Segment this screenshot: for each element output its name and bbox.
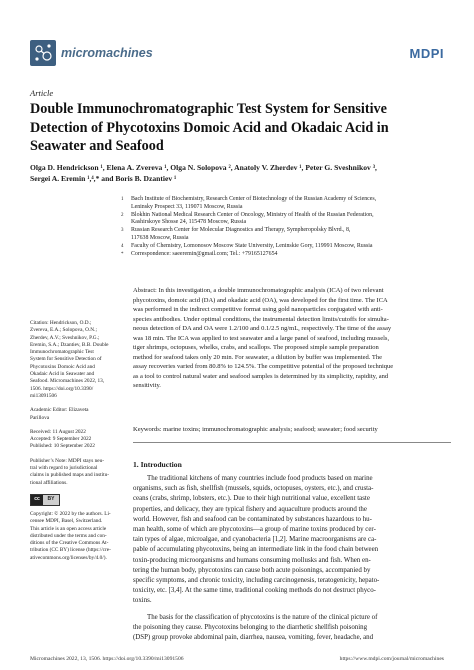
citation-line: Citation: Hendrickson, O.D.;: [30, 320, 92, 326]
title-line: Detection of Phycotoxins Domoic Acid and Okadaic Acid in: [30, 119, 389, 136]
footer-citation: Micromachines 2022, 13, 1506. https://doi.org/10.3390/mi13091506: [30, 656, 184, 662]
abstract-line: neous detection of DA and OA were 1.2/100 and 0.1/2.5 ng/mL, respectively. The time of the assay: [133, 325, 392, 332]
body-line: toxin-producing microorganisms and humans consuming mollusks and fish. When en-: [133, 556, 371, 564]
affiliation-line: Blokhin National Medical Research Center of Oncology, Ministry of Health of the Russian Federation,: [131, 211, 374, 218]
abstract-line: assay recoveries varied from 80.8% to 124.5%. The competitive potential of the proposed technique: [133, 363, 394, 370]
copyright-line: Copyright: © 2022 by the authors. Li-: [30, 510, 111, 517]
body-line: man health, some of which are phycotoxins—a group of marine toxins produced by cer-: [133, 526, 376, 534]
citation-line: Eremin, S.A.; Dzantiev, B.B. Double: [30, 341, 109, 348]
citation-line: Zvereva, E.A.; Solopova, O.N.;: [30, 327, 97, 334]
abstract-line: was 18 min. The ICA was applied to test seawater and a large panel of seafood, including mussels,: [133, 334, 390, 342]
copyright-line: ditions of the Creative Commons At-: [30, 540, 109, 547]
keywords: Keywords: marine toxins; immunochromatographic analysis; seafood; seawater; food security: [133, 426, 378, 433]
author-line: Sergei A. Eremin ¹,⁴,* and Boris B. Dzantiev ¹: [30, 173, 177, 183]
affiliation-line: Faculty of Chemistry, Lomonosov Moscow State University, Leninskie Gory, 119991 Moscow, Russia: [131, 242, 373, 249]
affiliation-number: 3: [121, 228, 124, 234]
date-accepted: Accepted: 9 September 2022: [30, 436, 92, 443]
affiliation: [121, 196, 451, 212]
abstract-line: tiger shrimps, octopuses, whelks, crabs, and scallops. The proposed simple sample preparation: [133, 344, 379, 351]
body-line: tering the human body, phycotoxins can cause both acute poisonings, accompanied by: [133, 566, 371, 574]
cc-by-license-icon[interactable]: [30, 494, 60, 506]
affiliation-line: Russian Research Center for Molecular Diagnostics and Therapy, Sympheropolsky Blvrd., 8,: [131, 227, 351, 234]
editor-line: Parillova: [30, 414, 50, 421]
note-line: tral with regard to jurisdictional: [30, 465, 98, 472]
abstract-line: as a tool to control natural water and seafood samples is determined by its simplicity, rapidity, and: [133, 372, 389, 380]
citation-line: Phycotoxins Domoic Acid and: [30, 363, 95, 370]
body-line: toxins.: [133, 597, 152, 605]
note-line: Publisher’s Note: MDPI stays neu-: [30, 457, 105, 464]
citation-line: System for Sensitive Detection of: [30, 356, 102, 363]
date-received: Received: 11 August 2022: [30, 428, 86, 435]
editor-line: Academic Editor: Elizaveta: [30, 407, 89, 414]
sidebar: [30, 320, 114, 569]
abstract-line: was performed in the indirect competitive format using gold nanoparticles conjugated with anti-: [133, 306, 383, 313]
citation-doi-link[interactable]: mi13091506: [30, 392, 57, 399]
affiliation-line: Leninsky Prospect 33, 119071 Moscow, Russia: [131, 203, 243, 210]
copyright: [30, 511, 114, 562]
journal-name: micromachines: [61, 46, 153, 60]
by-icon: BY: [43, 495, 59, 505]
body-line: The basis for the classification of phycotoxins is the nature of the clinical picture of: [147, 613, 378, 621]
citation-line: Okadaic Acid in Seawater and: [30, 371, 95, 378]
body-line: world. However, fish and seafood can be contaminated by substances hazardous to hu-: [133, 515, 372, 523]
body-line: ceans (crabs, shrimp, lobsters, etc.). Due to their high nutritional value, excellent taste: [133, 495, 370, 503]
citation-line: Immunochromatographic Test: [30, 349, 94, 356]
citation-line: Zherdev, A.V.; Sveshnikov, P.G.;: [30, 334, 100, 341]
affiliation-line: 117638 Moscow, Russia: [131, 234, 189, 241]
note-line: claims in published maps and institu-: [30, 472, 110, 479]
mdpi-logo: [410, 42, 445, 64]
note-line: tional affiliations.: [30, 479, 68, 486]
abstract-line: sensitivity.: [133, 382, 161, 389]
cc-icon: cc: [31, 495, 43, 505]
abstract: [133, 286, 451, 391]
body-line: specific symptoms, and chronic toxicity, including carcinogenesis, teratogenicity, hepato-: [133, 577, 380, 585]
footer-journal-link[interactable]: https://www.mdpi.com/journal/micromachines: [339, 656, 444, 662]
copyright-line: censee MDPI, Basel, Switzerland.: [30, 518, 103, 525]
affiliation: [121, 243, 451, 251]
body-line: properties, and delicacy, they are typical fishery and aquaculture products around the: [133, 505, 367, 513]
publisher-note: [30, 458, 114, 487]
affiliation-number: 2: [121, 212, 124, 218]
affiliation-number: 4: [121, 243, 124, 249]
affiliations: [121, 196, 451, 258]
academic-editor: [30, 407, 114, 422]
abstract-line: method for seafood takes only 20 min. For seawater, a dilution by buffer was implemented. The: [133, 353, 382, 361]
affiliation: [121, 227, 451, 243]
article-type: Article: [30, 88, 54, 98]
body-line: pable of accumulating phycotoxins, being an intermediate link in the food chain between: [133, 546, 379, 554]
abstract-line: phycotoxins, domoic acid (DA) and okadaic acid (OA), was developed for the first time. The ICA: [133, 296, 388, 304]
body-line: tain types of algae, microalgae, and cyanobacteria [1,2]. Marine macroorganisms are ca-: [133, 536, 377, 544]
introduction-text: [133, 474, 451, 643]
journal-header: [30, 38, 444, 70]
article-title: [30, 100, 450, 156]
abstract-line: Abstract: In this investigation, a double immunochromatographic analysis (ICA) of two relevant: [133, 287, 384, 294]
affiliation-number: 1: [121, 197, 124, 202]
dates: [30, 429, 114, 451]
author-list: [30, 163, 450, 184]
divider: [133, 442, 451, 443]
section-heading: 1. Introduction: [133, 460, 182, 469]
correspondence-line: Correspondence: saeeremin@gmail.com; Tel.: +79165127654: [131, 250, 278, 257]
title-line: Double Immunochromatographic Test System for Sensitive: [30, 101, 387, 117]
affiliation-line: Bach Institute of Biochemistry, Research Center of Biotechnology of the Russian Academy of Sciences,: [131, 196, 377, 202]
body-line: organisms, such as fish, shellfish (mussels, squids, octopuses, oysters, etc.), and crusta-: [133, 485, 374, 493]
body-line: toxicity, etc. [3,4]. At the same time, traditional cooking methods do not destruct phyco-: [133, 587, 376, 595]
citation-doi-link[interactable]: 1506. https://doi.org/10.3390/: [30, 385, 94, 392]
affiliation-number: *: [121, 251, 124, 257]
date-published: Published: 10 September 2022: [30, 443, 95, 450]
copyright-line: tribution (CC BY) license (https://cre-: [30, 547, 111, 554]
affiliation: [121, 212, 451, 228]
affiliation-line: Kashirskoye Shosse 24, 115478 Moscow, Russia: [131, 219, 247, 226]
copyright-line: ativecommons.org/licenses/by/4.0/).: [30, 554, 107, 561]
body-line: (DSP) group provoke abdominal pain, diarrhea, nausea, vomiting, fever, headache, and: [133, 634, 374, 642]
publisher-name: MDPI: [409, 45, 444, 61]
correspondence: [121, 251, 451, 259]
micromachines-logo-icon: [30, 40, 56, 66]
body-line: the poisoning they cause. Phycotoxins belonging to the diarrhetic shellfish poisoning: [133, 623, 368, 631]
copyright-line: This article is an open access article: [30, 525, 107, 532]
author-line: Olga D. Hendrickson ¹, Elena A. Zvereva ¹, Olga N. Solopova ², Anatoly V. Zherdev ¹, Peter G. Sveshnikov ³,: [30, 163, 377, 172]
abstract-line: species antibodies. Under optimal conditions, the instrumental detection limits/cutoffs for simulta-: [133, 315, 389, 323]
citation-line: Seafood. Micromachines 2022, 13,: [30, 378, 105, 385]
citation: [30, 320, 114, 400]
body-line: The traditional kitchens of many countries include food products based on marine: [147, 475, 373, 482]
copyright-line: distributed under the terms and con-: [30, 532, 107, 539]
title-line: Seawater and Seafood: [30, 138, 164, 154]
